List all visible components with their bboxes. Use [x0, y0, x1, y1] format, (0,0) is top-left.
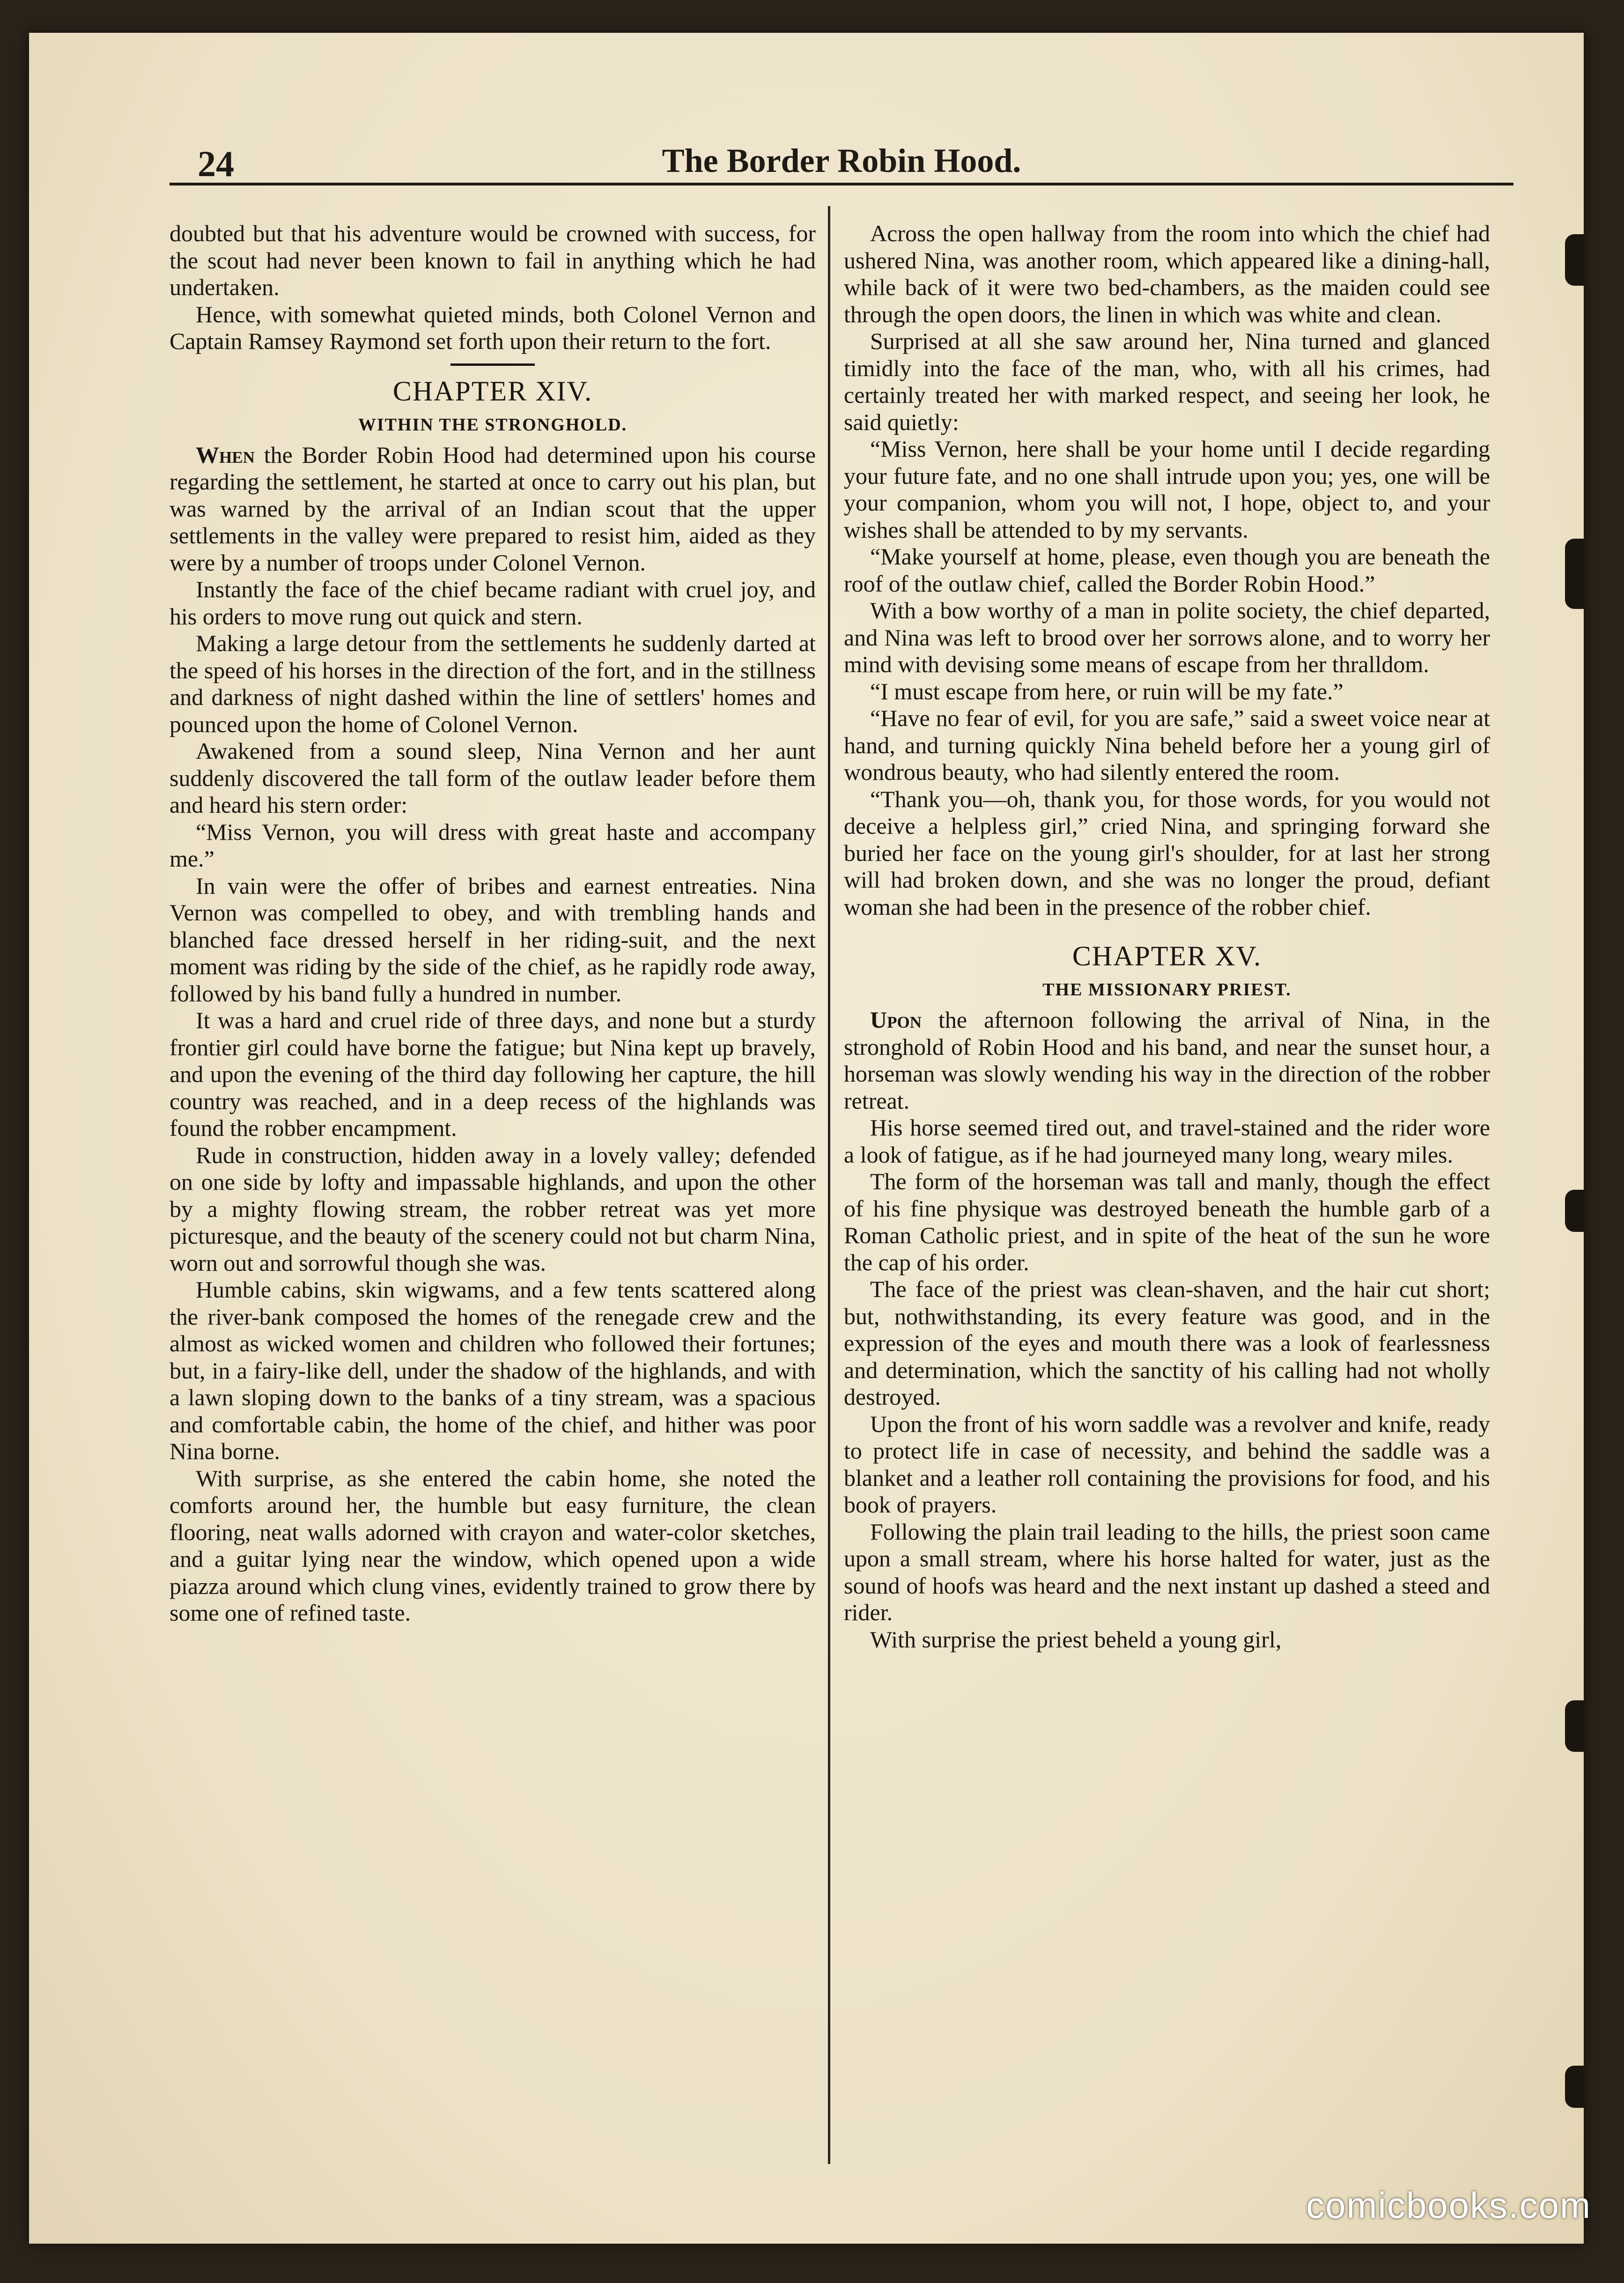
- binding-staple-mark: [1565, 539, 1584, 609]
- lead-word: When: [196, 441, 255, 468]
- paragraph: The form of the horseman was tall and manly, though the effect of his fine physique was destroyed beneath the humble garb of a Roman Catholic priest, and in spite of the heat of the sun he wore the cap of his order.: [844, 1168, 1490, 1275]
- right-column: [844, 220, 1490, 1653]
- binding-staple-mark: [1565, 1700, 1584, 1752]
- lead-word: Upon: [870, 1007, 922, 1033]
- paragraph: Following the plain trail leading to the hills, the priest soon came upon a small stream, where his horse halted for water, just as the sound of hoofs was heard and the next instant up dashed a steed and rider.: [844, 1518, 1490, 1625]
- chapter-divider: [450, 363, 535, 366]
- paragraph: Instantly the face of the chief became radiant with cruel joy, and his orders to move rung out quick and stern.: [170, 576, 816, 630]
- paragraph: Across the open hallway from the room into which the chief had ushered Nina, was another room, which appeared like a dining-hall, while back of it were two bed-chambers, as the maiden could see through the open doors, the linen in which was white and clean.: [844, 220, 1490, 327]
- column-divider: [828, 206, 830, 2164]
- paragraph: It was a hard and cruel ride of three days, and none but a sturdy frontier girl could have borne the fatigue; but Nina kept up bravely, and upon the evening of the third day following her capture, the hill country was reached, and in a deep recess of the highlands was found the robber encampment.: [170, 1007, 816, 1141]
- paragraph-text: the Border Robin Hood had determined upon his course regarding the settlement, he started at once to carry out his plan, but was warned by the arrival of an Indian scout that the upper settlements in the valley were prepared to resist him, aided as they were by a number of troops under Colonel Vernon.: [170, 441, 816, 576]
- paragraph: doubted but that his adventure would be crowned with success, for the scout had never been known to fail in anything which he had undertaken.: [170, 220, 816, 300]
- binding-staple-mark: [1565, 234, 1584, 286]
- paragraph: “Thank you—oh, thank you, for those words, for you would not deceive a helpless girl,” cried Nina, and springing forward she buried her face on the young girl's shoulder, for at last her strong will had broken down, and she was no longer the proud, defiant woman she had been in the presence of the robber chief.: [844, 786, 1490, 920]
- section-gap: [844, 920, 1490, 939]
- left-column: [170, 220, 816, 1627]
- paragraph: With surprise the priest beheld a young girl,: [870, 1626, 1282, 1653]
- book-page: [29, 33, 1584, 2244]
- paragraph: Humble cabins, skin wigwams, and a few tents scattered along the river-bank composed the homes of the renegade crew and the almost as wicked women and children who followed their fortunes; but, in a fairy-like dell, under the shadow of the highlands, and with a lawn sloping down to the banks of a tiny stream, was a spacious and comfortable cabin, the home of the chief, and hither was poor Nina borne.: [170, 1276, 816, 1464]
- paragraph: Rude in construction, hidden away in a lovely valley; defended on one side by lofty and impassable highlands, and upon the other by a mighty flowing stream, the robber retreat was yet more picturesque, and the beauty of the scenery could not but charm Nina, worn out and sorrowful though she was.: [170, 1142, 816, 1276]
- paragraph: Hence, with somewhat quieted minds, both Colonel Vernon and Captain Ramsey Raymond set forth upon their return to the fort.: [170, 301, 816, 354]
- paragraph: “Make yourself at home, please, even though you are beneath the roof of the outlaw chief, called the Border Robin Hood.”: [844, 543, 1490, 597]
- paragraph: Awakened from a sound sleep, Nina Vernon and her aunt suddenly discovered the tall form of the outlaw leader before them and heard his stern order:: [170, 738, 816, 818]
- chapter-subtitle: WITHIN THE STRONGHOLD.: [358, 415, 627, 435]
- page-number: 24: [198, 143, 234, 184]
- chapter-title: CHAPTER XIV.: [392, 375, 593, 407]
- paragraph: With a bow worthy of a man in polite society, the chief departed, and Nina was left to brood over her sorrows alone, and to worry her mind with devising some means of escape from her thralldom.: [844, 597, 1490, 677]
- paragraph: Upon the front of his worn saddle was a revolver and knife, ready to protect life in case of necessity, and behind the saddle was a blanket and a leather roll containing the provisions for food, and his book of prayers.: [844, 1410, 1490, 1518]
- chapter-opening-paragraph: [170, 442, 816, 577]
- paragraph: “Miss Vernon, you will dress with great haste and accompany me.”: [170, 818, 816, 872]
- paragraph: Surprised at all she saw around her, Nina turned and glanced timidly into the face of the man, who, with all his crimes, had certainly treated her with marked respect, and seeing her look, he said quietly:: [844, 328, 1490, 435]
- paragraph: The face of the priest was clean-shaven, and the hair cut short; but, nothwithstanding, its every feature was good, and in the expression of the eyes and mouth there was a look of fearlessness and determination, which the sanctity of his calling had not wholly destroyed.: [844, 1276, 1490, 1410]
- chapter-subtitle: THE MISSIONARY PRIEST.: [1042, 980, 1292, 1000]
- binding-staple-mark: [1565, 2066, 1584, 2108]
- paragraph: “Miss Vernon, here shall be your home until I decide regarding your future fate, and no one shall intrude upon you; yes, one will be your companion, whom you will not, I hope, object to, and your wishes shall be attended to by my servants.: [844, 436, 1490, 543]
- paragraph: “Have no fear of evil, for you are safe,” said a sweet voice near at hand, and turning quickly Nina beheld before her a young girl of wondrous beauty, who had silently entered the room.: [844, 705, 1490, 785]
- paragraph: “I must escape from here, or ruin will be my fate.”: [870, 678, 1343, 704]
- chapter-title: CHAPTER XV.: [1072, 941, 1262, 971]
- running-title: The Border Robin Hood.: [662, 142, 1021, 179]
- paragraph-text: the afternoon following the arrival of Nina, in the stronghold of Robin Hood and his band, and near the sunset hour, a horseman was slowly wending his way in the direction of the robber retreat.: [844, 1007, 1491, 1114]
- paragraph: His horse seemed tired out, and travel-stained and the rider wore a look of fatigue, as if he had journeyed many long, weary miles.: [844, 1114, 1490, 1168]
- paragraph: Making a large detour from the settlements he suddenly darted at the speed of his horses in the direction of the fort, and in the stillness and darkness of night dashed within the line of settlers' homes and pounced upon the home of Colonel Vernon.: [170, 630, 816, 737]
- paragraph: In vain were the offer of bribes and earnest entreaties. Nina Vernon was compelled to obey, and with trembling hands and blanched face dressed herself in her riding-suit, and the next moment was riding by the side of the chief, as he rapidly rode away, followed by his band fully a hundred in number.: [170, 872, 816, 1007]
- paragraph: With surprise, as she entered the cabin home, she noted the comforts around her, the humble but easy furniture, the clean flooring, neat walls adorned with crayon and water-color sketches, and a guitar lying near the window, which opened upon a wide piazza around which clung vines, evidently trained to grow there by some one of refined taste.: [170, 1465, 816, 1626]
- site-watermark: comicbooks.com: [1306, 2185, 1591, 2226]
- page-header: [170, 112, 1513, 185]
- chapter-opening-paragraph: [844, 1007, 1490, 1114]
- binding-staple-mark: [1565, 1190, 1584, 1232]
